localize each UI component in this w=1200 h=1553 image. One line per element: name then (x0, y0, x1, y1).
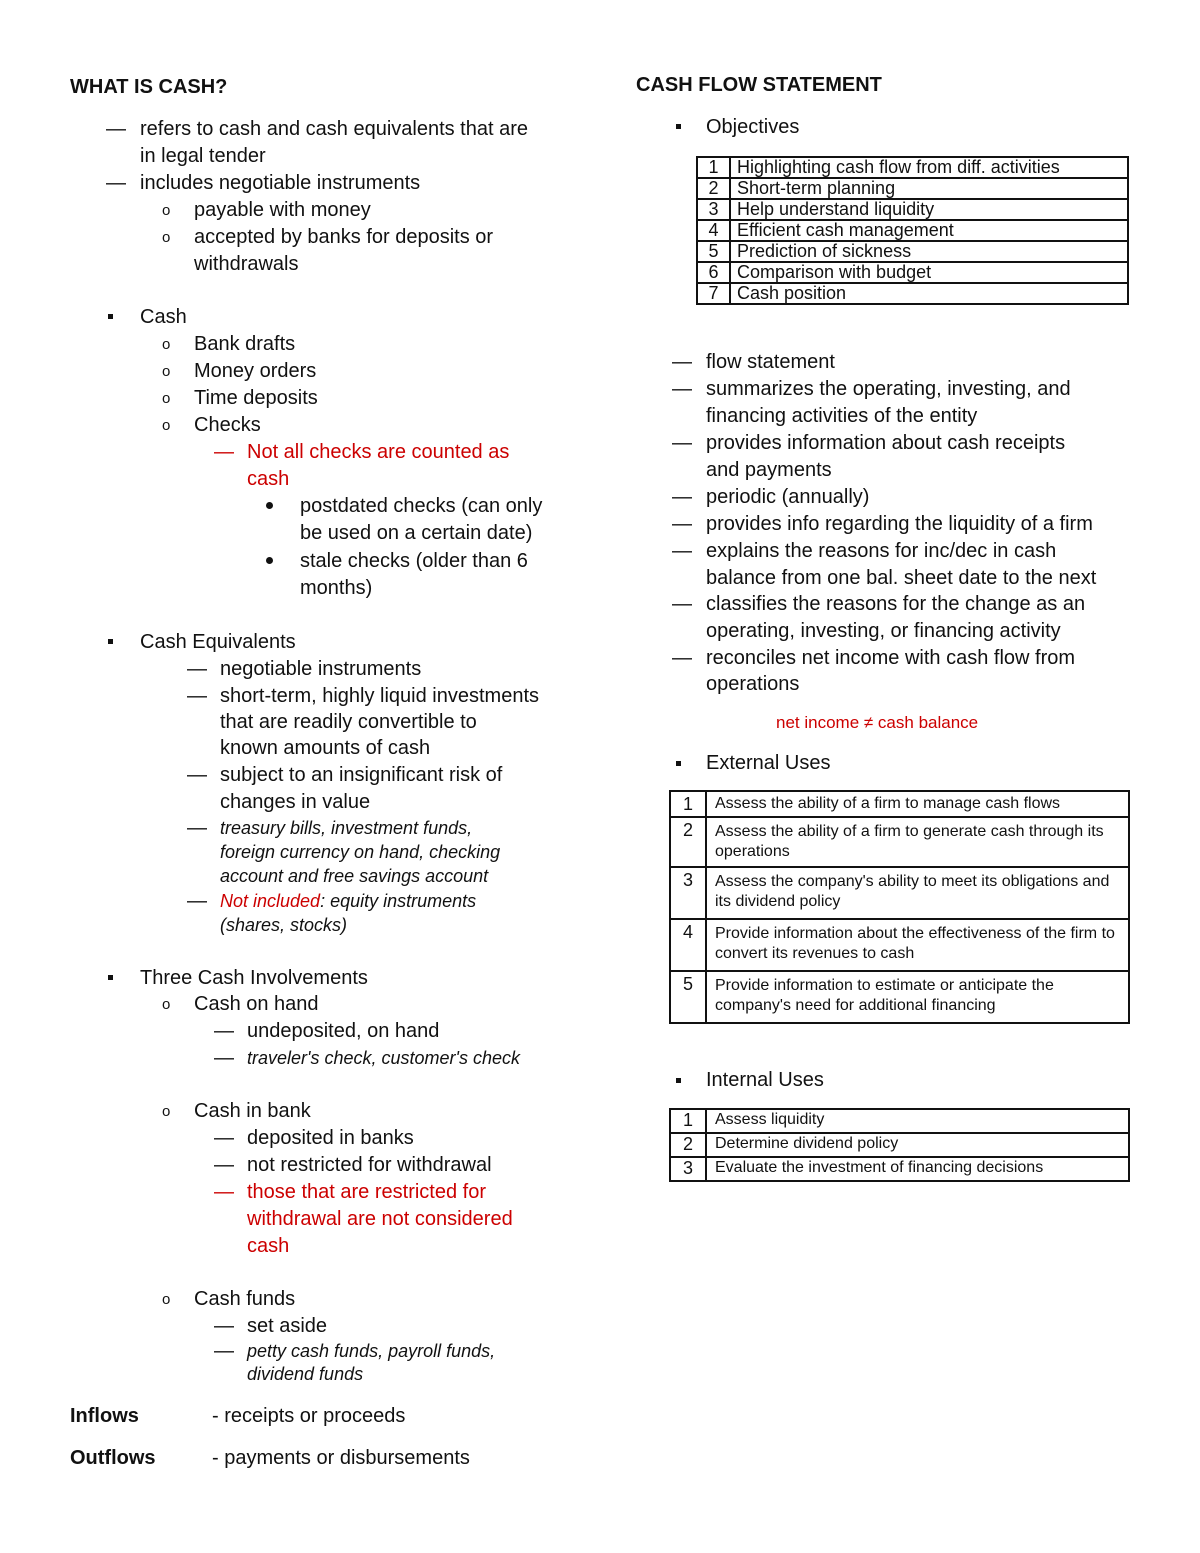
dash-marker: — (214, 1127, 234, 1149)
inflows-term: Inflows (70, 1405, 139, 1427)
cash-in-bank-line: deposited in banks (247, 1127, 414, 1149)
row-number: 7 (697, 283, 730, 304)
cash-funds-line: set aside (247, 1315, 328, 1337)
dash-marker: — (672, 351, 692, 373)
internal-uses-label: Internal Uses (706, 1069, 824, 1091)
table-row (697, 199, 1128, 220)
internal-use-text: Assess liquidity (706, 1109, 1129, 1133)
table-row (670, 867, 1129, 919)
cash-equivalents-label: Cash Equivalents (140, 631, 296, 653)
objectives-label: Objectives (706, 116, 800, 138)
not-included-line (220, 889, 476, 913)
external-uses-label: External Uses (706, 752, 831, 774)
table-row (697, 220, 1128, 241)
table-row (697, 157, 1128, 178)
row-number: 3 (697, 199, 730, 220)
statement-description: explains the reasons for inc/dec in cash (706, 540, 1057, 562)
square-bullet-icon (108, 975, 113, 980)
dash-marker: — (672, 432, 692, 454)
cash-item: Checks (194, 414, 261, 436)
objectives-table (696, 156, 1129, 305)
statement-description: reconciles net income with cash flow from (706, 647, 1076, 669)
square-bullet-icon (676, 124, 681, 129)
external-use-text: Assess the company's ability to meet its obligations and its dividend policy (706, 867, 1129, 919)
external-use-text: Provide information to estimate or anticipate the company's need for additional financing (706, 971, 1129, 1023)
cash-in-bank-label: Cash in bank (194, 1100, 311, 1122)
table-row (697, 178, 1128, 199)
dash-marker: — (672, 540, 692, 562)
internal-uses-table (669, 1108, 1130, 1182)
dash-marker: — (672, 513, 692, 535)
objective-text: Prediction of sickness (730, 241, 1128, 262)
equivalents-example: treasury bills, investment funds, (220, 818, 473, 838)
square-bullet-icon (108, 314, 113, 319)
postdated-checks: postdated checks (can only (300, 495, 543, 517)
table-row (670, 919, 1129, 971)
dash-marker: — (672, 647, 692, 669)
stale-checks: stale checks (older than 6 (300, 550, 528, 572)
statement-description: summarizes the operating, investing, and (706, 378, 1071, 400)
dash-marker: — (214, 1340, 234, 1362)
circle-bullet-icon: o (162, 390, 171, 407)
round-bullet-icon (266, 502, 273, 509)
equivalents-line: changes in value (220, 791, 371, 813)
intro-line: refers to cash and cash equivalents that are (140, 118, 529, 140)
checks-note: Not all checks are counted as (247, 441, 510, 463)
stale-checks: months) (300, 577, 373, 599)
circle-bullet-icon: o (162, 996, 171, 1013)
dash-marker: — (214, 1020, 234, 1042)
dash-marker: — (214, 1315, 234, 1337)
cash-funds-label: Cash funds (194, 1288, 296, 1310)
circle-bullet-icon: o (162, 336, 171, 353)
not-included-label: Not included (220, 891, 321, 911)
cash-on-hand-label: Cash on hand (194, 993, 319, 1015)
table-row (670, 1133, 1129, 1157)
equivalents-line: short-term, highly liquid investments (220, 685, 540, 707)
internal-use-text: Determine dividend policy (706, 1133, 1129, 1157)
not-included-line: (shares, stocks) (220, 915, 348, 935)
table-row (670, 971, 1129, 1023)
table-row (697, 241, 1128, 262)
dash-marker: — (672, 378, 692, 400)
row-number: 2 (670, 1133, 706, 1157)
circle-bullet-icon: o (162, 1103, 171, 1120)
row-number: 5 (697, 241, 730, 262)
outflows-definition: - payments or disbursements (212, 1447, 470, 1469)
involvements-label: Three Cash Involvements (140, 967, 368, 989)
square-bullet-icon (676, 1078, 681, 1083)
checks-note: cash (247, 468, 290, 490)
dash-marker: — (106, 172, 126, 194)
statement-description: and payments (706, 459, 832, 481)
statement-description: operations (706, 673, 800, 695)
equivalents-line: that are readily convertible to (220, 711, 477, 733)
cash-item: Time deposits (194, 387, 318, 409)
not-included-text: : equity instruments (320, 891, 477, 911)
dash-marker: — (672, 593, 692, 615)
round-bullet-icon (266, 557, 273, 564)
cash-funds-example: petty cash funds, payroll funds, (247, 1341, 496, 1361)
row-number: 1 (670, 791, 706, 817)
dash-marker: — (187, 658, 207, 680)
statement-description: operating, investing, or financing activity (706, 620, 1061, 642)
objective-text: Highlighting cash flow from diff. activities (730, 157, 1128, 178)
circle-bullet-icon: o (162, 1291, 171, 1308)
dash-marker: — (214, 1047, 234, 1069)
cash-item: Bank drafts (194, 333, 296, 355)
statement-description: classifies the reasons for the change as an (706, 593, 1086, 615)
external-use-text: Assess the ability of a firm to manage cash flows (706, 791, 1129, 817)
table-row (697, 283, 1128, 304)
equivalents-example: foreign currency on hand, checking (220, 842, 501, 862)
external-use-text: Provide information about the effectiveness of the firm to convert its revenues to cash (706, 919, 1129, 971)
internal-use-text: Evaluate the investment of financing decisions (706, 1157, 1129, 1181)
dash-marker: — (187, 817, 207, 839)
equivalents-example: account and free savings account (220, 866, 489, 886)
square-bullet-icon (676, 761, 681, 766)
row-number: 3 (670, 867, 706, 919)
objective-text: Efficient cash management (730, 220, 1128, 241)
intro-subitem: payable with money (194, 199, 371, 221)
equivalents-line: negotiable instruments (220, 658, 422, 680)
circle-bullet-icon: o (162, 202, 171, 219)
equivalents-line: known amounts of cash (220, 737, 431, 759)
postdated-checks: be used on a certain date) (300, 522, 533, 544)
row-number: 2 (670, 817, 706, 867)
intro-line: includes negotiable instruments (140, 172, 421, 194)
intro-line: in legal tender (140, 145, 266, 167)
row-number: 6 (697, 262, 730, 283)
row-number: 2 (697, 178, 730, 199)
external-uses-table (669, 790, 1130, 1024)
dash-marker: — (187, 685, 207, 707)
statement-description: flow statement (706, 351, 835, 373)
row-number: 3 (670, 1157, 706, 1181)
statement-description: balance from one bal. sheet date to the next (706, 567, 1097, 589)
objective-text: Short-term planning (730, 178, 1128, 199)
row-number: 1 (670, 1109, 706, 1133)
objective-text: Cash position (730, 283, 1128, 304)
dash-marker: — (214, 441, 234, 463)
table-row (670, 817, 1129, 867)
cash-in-bank-line: not restricted for withdrawal (247, 1154, 492, 1176)
dash-marker: — (187, 764, 207, 786)
dash-marker: — (214, 1154, 234, 1176)
row-number: 5 (670, 971, 706, 1023)
statement-description: provides info regarding the liquidity of a firm (706, 513, 1093, 535)
statement-description: financing activities of the entity (706, 405, 978, 427)
equivalents-line: subject to an insignificant risk of (220, 764, 503, 786)
cash-in-bank-note: those that are restricted for (247, 1181, 487, 1203)
circle-bullet-icon: o (162, 229, 171, 246)
dash-marker: — (672, 486, 692, 508)
inflows-definition: - receipts or proceeds (212, 1405, 406, 1427)
objective-text: Comparison with budget (730, 262, 1128, 283)
net-income-note: net income ≠ cash balance (776, 713, 979, 732)
outflows-term: Outflows (70, 1447, 156, 1469)
statement-description: periodic (annually) (706, 486, 870, 508)
square-bullet-icon (108, 639, 113, 644)
row-number: 1 (697, 157, 730, 178)
row-number: 4 (670, 919, 706, 971)
table-row (670, 1157, 1129, 1181)
objective-text: Help understand liquidity (730, 199, 1128, 220)
cash-in-bank-note: withdrawal are not considered (247, 1208, 513, 1230)
intro-subitem: withdrawals (194, 253, 299, 275)
section-title-cash-flow-statement: CASH FLOW STATEMENT (636, 74, 882, 96)
cash-label: Cash (140, 306, 187, 328)
cash-on-hand-line: undeposited, on hand (247, 1020, 440, 1042)
dash-marker: — (106, 118, 126, 140)
row-number: 4 (697, 220, 730, 241)
intro-subitem: accepted by banks for deposits or (194, 226, 494, 248)
circle-bullet-icon: o (162, 417, 171, 434)
cash-in-bank-note: cash (247, 1235, 290, 1257)
table-row (697, 262, 1128, 283)
section-title-what-is-cash: WHAT IS CASH? (70, 76, 228, 98)
table-row (670, 791, 1129, 817)
circle-bullet-icon: o (162, 363, 171, 380)
cash-on-hand-example: traveler's check, customer's check (247, 1048, 520, 1068)
external-use-text: Assess the ability of a firm to generate cash through its operations (706, 817, 1129, 867)
statement-description: provides information about cash receipts (706, 432, 1066, 454)
cash-item: Money orders (194, 360, 317, 382)
dash-marker: — (214, 1181, 234, 1203)
table-row (670, 1109, 1129, 1133)
cash-funds-example: dividend funds (247, 1364, 364, 1384)
dash-marker: — (187, 890, 207, 912)
